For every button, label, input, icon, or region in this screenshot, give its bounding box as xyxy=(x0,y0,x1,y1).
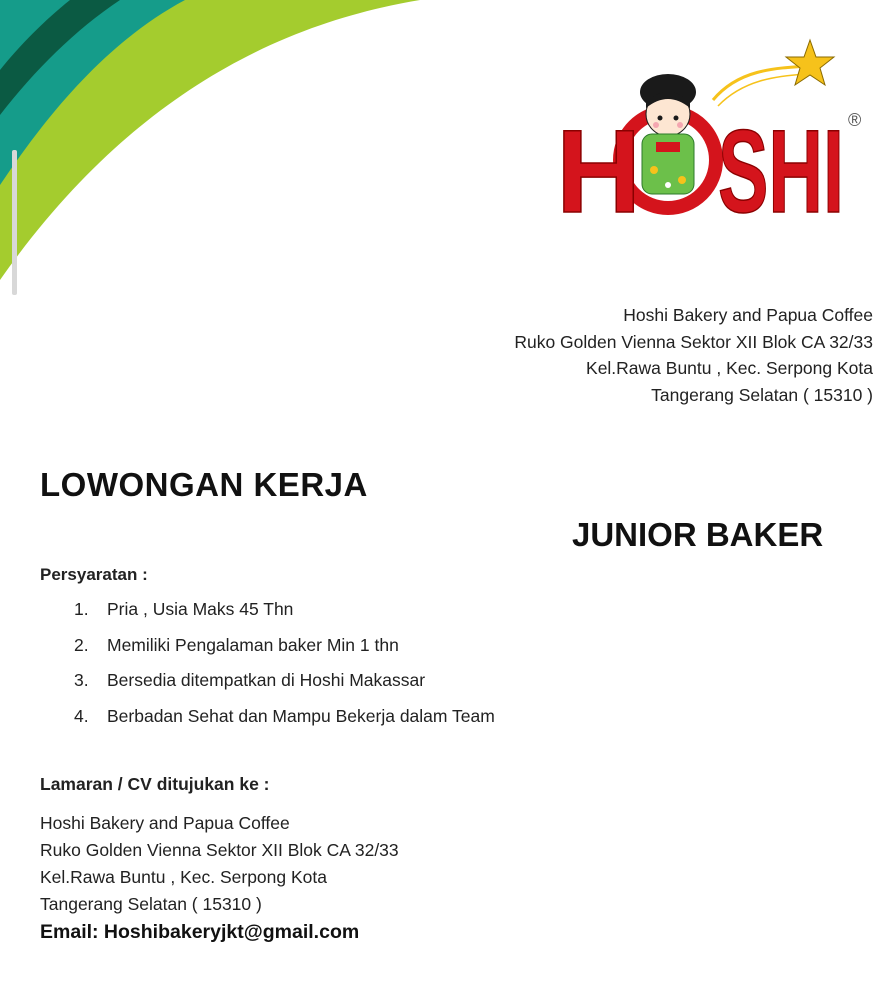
registered-mark: ® xyxy=(848,110,862,130)
application-address xyxy=(40,810,399,918)
requirement-text: Memiliki Pengalaman baker Min 1 thn xyxy=(107,634,399,655)
company-address xyxy=(514,302,873,408)
requirement-item xyxy=(74,667,495,703)
company-city-line: Tangerang Selatan ( 15310 ) xyxy=(651,384,873,405)
application-street-line: Ruko Golden Vienna Sektor XII Blok CA 32/33 xyxy=(40,840,399,860)
application-district-line: Kel.Rawa Buntu , Kec. Serpong Kota xyxy=(40,867,327,887)
application-label: Lamaran / CV ditujukan ke : xyxy=(40,774,270,794)
logo-letter-h: H xyxy=(556,106,642,230)
logo-letters-shi: SHI xyxy=(718,106,844,230)
requirements-label: Persyaratan : xyxy=(40,565,148,584)
requirement-number: 3. xyxy=(74,670,89,690)
application-company-line: Hoshi Bakery and Papua Coffee xyxy=(40,813,290,833)
company-name-line: Hoshi Bakery and Papua Coffee xyxy=(623,305,873,325)
hoshi-logo xyxy=(548,30,878,230)
requirement-text: Bersedia ditempatkan di Hoshi Makassar xyxy=(107,670,426,690)
scrollbar-thumb xyxy=(12,150,17,295)
page-headline: LOWONGAN KERJA xyxy=(40,466,368,503)
requirement-number: 1. xyxy=(74,599,89,619)
requirement-item xyxy=(74,703,495,739)
application-city-line: Tangerang Selatan ( 15310 ) xyxy=(40,894,262,914)
application-email: Email: Hoshibakeryjkt@gmail.com xyxy=(40,921,360,943)
requirement-number: 2. xyxy=(74,634,89,655)
company-district-line: Kel.Rawa Buntu , Kec. Serpong Kota xyxy=(586,358,873,378)
girl-mascot-icon xyxy=(640,74,696,194)
company-street-line: Ruko Golden Vienna Sektor XII Blok CA 32/33 xyxy=(514,331,873,352)
requirement-text: Pria , Usia Maks 45 Thn xyxy=(107,599,294,619)
requirements-list xyxy=(74,596,495,738)
star-trail-inner xyxy=(718,74,806,106)
corner-swoosh-decoration xyxy=(0,0,420,300)
requirement-item xyxy=(74,632,495,668)
requirement-item xyxy=(74,596,495,632)
requirement-number: 4. xyxy=(74,705,89,726)
star-icon xyxy=(786,40,834,85)
position-title: JUNIOR BAKER xyxy=(572,516,824,553)
requirement-text: Berbadan Sehat dan Mampu Bekerja dalam Team xyxy=(107,705,495,726)
